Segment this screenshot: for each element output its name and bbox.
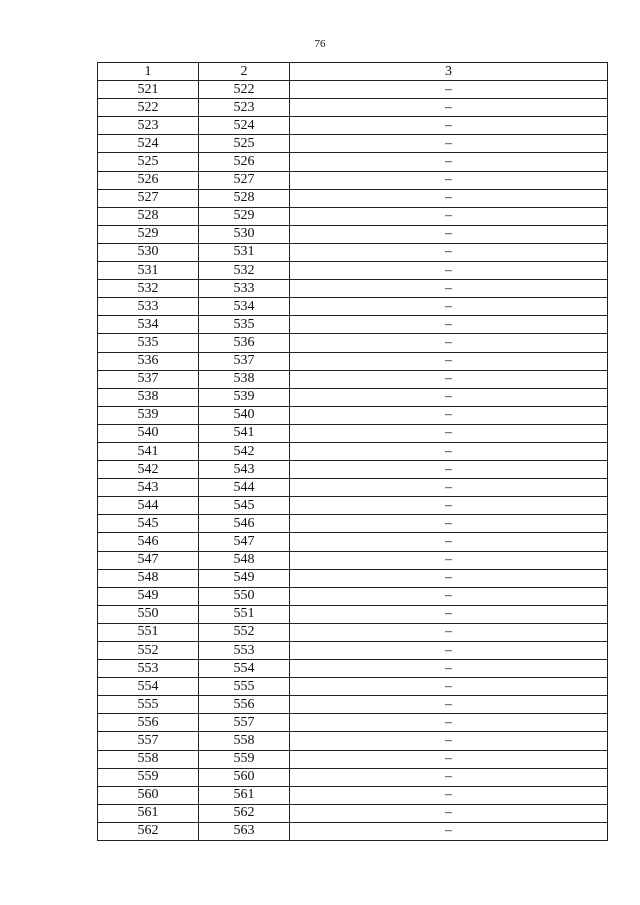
table-row — [98, 81, 608, 99]
table-row — [98, 424, 608, 442]
table-row — [98, 822, 608, 840]
table-cell-col-1: 531 — [98, 262, 199, 280]
table-cell-col-2: 547 — [199, 533, 290, 551]
table-cell-col-2: 534 — [199, 298, 290, 316]
table-cell-col-3: – — [290, 642, 608, 660]
table-row — [98, 732, 608, 750]
table-cell-col-2: 545 — [199, 497, 290, 515]
table-row — [98, 768, 608, 786]
table-cell-col-3: – — [290, 352, 608, 370]
table-row — [98, 153, 608, 171]
table-cell-col-1: 548 — [98, 569, 199, 587]
table-cell-col-2: 560 — [199, 768, 290, 786]
table-cell-col-2: 527 — [199, 171, 290, 189]
table-cell-col-1: 553 — [98, 660, 199, 678]
table-cell-col-1: 536 — [98, 352, 199, 370]
table-cell-col-2: 563 — [199, 822, 290, 840]
table-cell-col-2: 554 — [199, 660, 290, 678]
table-cell-col-3: – — [290, 479, 608, 497]
table-cell-col-1: 526 — [98, 171, 199, 189]
table-cell-col-1: 525 — [98, 153, 199, 171]
table-cell-col-3: – — [290, 569, 608, 587]
table-row — [98, 623, 608, 641]
table-cell-col-2: 532 — [199, 262, 290, 280]
column-header-1: 1 — [98, 63, 199, 81]
table-cell-col-3: – — [290, 442, 608, 460]
table-cell-col-1: 545 — [98, 515, 199, 533]
table-cell-col-2: 556 — [199, 696, 290, 714]
table-cell-col-3: – — [290, 388, 608, 406]
table-cell-col-3: – — [290, 786, 608, 804]
table-row — [98, 171, 608, 189]
table-row — [98, 117, 608, 135]
table-cell-col-1: 532 — [98, 280, 199, 298]
table-cell-col-3: – — [290, 207, 608, 225]
table-cell-col-3: – — [290, 732, 608, 750]
table-cell-col-1: 557 — [98, 732, 199, 750]
table-cell-col-1: 521 — [98, 81, 199, 99]
table-cell-col-2: 561 — [199, 786, 290, 804]
table-cell-col-1: 523 — [98, 117, 199, 135]
table-row — [98, 370, 608, 388]
table-cell-col-3: – — [290, 605, 608, 623]
column-header-2: 2 — [199, 63, 290, 81]
table-cell-col-2: 550 — [199, 587, 290, 605]
table-row — [98, 696, 608, 714]
table-cell-col-1: 551 — [98, 623, 199, 641]
table-cell-col-2: 540 — [199, 406, 290, 424]
table-row — [98, 334, 608, 352]
table-row — [98, 497, 608, 515]
table-cell-col-1: 541 — [98, 442, 199, 460]
table-row — [98, 280, 608, 298]
table-row — [98, 660, 608, 678]
table-cell-col-1: 527 — [98, 189, 199, 207]
table-cell-col-3: – — [290, 189, 608, 207]
table-cell-col-3: – — [290, 461, 608, 479]
table-header — [98, 63, 608, 81]
table-cell-col-1: 540 — [98, 424, 199, 442]
table-cell-col-3: – — [290, 533, 608, 551]
table-cell-col-3: – — [290, 678, 608, 696]
table-cell-col-3: – — [290, 551, 608, 569]
page-number: 76 — [314, 38, 326, 50]
table-cell-col-2: 538 — [199, 370, 290, 388]
table-cell-col-2: 523 — [199, 99, 290, 117]
table-cell-col-2: 529 — [199, 207, 290, 225]
table-row — [98, 750, 608, 768]
table-cell-col-1: 535 — [98, 334, 199, 352]
table-row — [98, 262, 608, 280]
table-cell-col-2: 548 — [199, 551, 290, 569]
table-row — [98, 587, 608, 605]
table-cell-col-1: 534 — [98, 316, 199, 334]
table-row — [98, 298, 608, 316]
table-cell-col-2: 524 — [199, 117, 290, 135]
table-cell-col-2: 541 — [199, 424, 290, 442]
table-cell-col-3: – — [290, 171, 608, 189]
table-cell-col-1: 529 — [98, 225, 199, 243]
table-cell-col-1: 561 — [98, 804, 199, 822]
table-cell-col-3: – — [290, 623, 608, 641]
table-cell-col-1: 546 — [98, 533, 199, 551]
table-row — [98, 189, 608, 207]
table-row — [98, 207, 608, 225]
table-cell-col-1: 537 — [98, 370, 199, 388]
table-cell-col-3: – — [290, 497, 608, 515]
table-cell-col-1: 562 — [98, 822, 199, 840]
table-row — [98, 786, 608, 804]
table-cell-col-1: 542 — [98, 461, 199, 479]
table-row — [98, 515, 608, 533]
table-cell-col-2: 551 — [199, 605, 290, 623]
column-header-3: 3 — [290, 63, 608, 81]
table-row — [98, 135, 608, 153]
table-cell-col-2: 533 — [199, 280, 290, 298]
table-cell-col-2: 535 — [199, 316, 290, 334]
table-cell-col-3: – — [290, 714, 608, 732]
table-cell-col-1: 543 — [98, 479, 199, 497]
table-cell-col-2: 549 — [199, 569, 290, 587]
table-cell-col-1: 533 — [98, 298, 199, 316]
table-cell-col-3: – — [290, 153, 608, 171]
table-cell-col-2: 528 — [199, 189, 290, 207]
table-cell-col-1: 558 — [98, 750, 199, 768]
table-cell-col-2: 526 — [199, 153, 290, 171]
table-cell-col-1: 559 — [98, 768, 199, 786]
table-cell-col-2: 531 — [199, 243, 290, 261]
table-cell-col-3: – — [290, 370, 608, 388]
table-body — [98, 81, 608, 841]
table-row — [98, 714, 608, 732]
table-cell-col-2: 522 — [199, 81, 290, 99]
table-cell-col-2: 555 — [199, 678, 290, 696]
table-cell-col-3: – — [290, 334, 608, 352]
table-cell-col-3: – — [290, 515, 608, 533]
table-cell-col-1: 552 — [98, 642, 199, 660]
table-cell-col-2: 537 — [199, 352, 290, 370]
table-cell-col-2: 536 — [199, 334, 290, 352]
table-cell-col-2: 544 — [199, 479, 290, 497]
table-cell-col-3: – — [290, 298, 608, 316]
table-cell-col-2: 562 — [199, 804, 290, 822]
table-row — [98, 388, 608, 406]
table-cell-col-1: 560 — [98, 786, 199, 804]
table-cell-col-1: 524 — [98, 135, 199, 153]
table-cell-col-3: – — [290, 225, 608, 243]
table-cell-col-3: – — [290, 660, 608, 678]
table-cell-col-1: 539 — [98, 406, 199, 424]
table-cell-col-1: 550 — [98, 605, 199, 623]
table-cell-col-3: – — [290, 99, 608, 117]
table-row — [98, 569, 608, 587]
table-cell-col-1: 528 — [98, 207, 199, 225]
table-cell-col-3: – — [290, 696, 608, 714]
table-row — [98, 461, 608, 479]
table-cell-col-2: 553 — [199, 642, 290, 660]
table-cell-col-3: – — [290, 316, 608, 334]
table-cell-col-3: – — [290, 768, 608, 786]
table-cell-col-2: 546 — [199, 515, 290, 533]
table-cell-col-1: 556 — [98, 714, 199, 732]
table-cell-col-1: 522 — [98, 99, 199, 117]
table-cell-col-1: 544 — [98, 497, 199, 515]
table-cell-col-1: 555 — [98, 696, 199, 714]
table-row — [98, 352, 608, 370]
table-cell-col-3: – — [290, 135, 608, 153]
table-cell-col-3: – — [290, 280, 608, 298]
table-cell-col-2: 525 — [199, 135, 290, 153]
table-cell-col-1: 530 — [98, 243, 199, 261]
table-cell-col-2: 558 — [199, 732, 290, 750]
table-cell-col-3: – — [290, 262, 608, 280]
table-row — [98, 316, 608, 334]
table-cell-col-2: 557 — [199, 714, 290, 732]
table-cell-col-3: – — [290, 117, 608, 135]
table-row — [98, 442, 608, 460]
table-cell-col-3: – — [290, 822, 608, 840]
table-cell-col-2: 543 — [199, 461, 290, 479]
table-cell-col-3: – — [290, 406, 608, 424]
table-cell-col-2: 542 — [199, 442, 290, 460]
table-row — [98, 99, 608, 117]
data-table — [97, 62, 608, 841]
table-row — [98, 678, 608, 696]
table-row — [98, 243, 608, 261]
table-cell-col-2: 530 — [199, 225, 290, 243]
table-cell-col-3: – — [290, 587, 608, 605]
table-cell-col-1: 549 — [98, 587, 199, 605]
table-cell-col-1: 554 — [98, 678, 199, 696]
table-cell-col-2: 552 — [199, 623, 290, 641]
table-cell-col-3: – — [290, 750, 608, 768]
table-row — [98, 406, 608, 424]
header-row — [98, 63, 608, 81]
table-row — [98, 804, 608, 822]
table-cell-col-3: – — [290, 81, 608, 99]
table-cell-col-1: 538 — [98, 388, 199, 406]
table-cell-col-3: – — [290, 243, 608, 261]
table-cell-col-3: – — [290, 804, 608, 822]
table-cell-col-1: 547 — [98, 551, 199, 569]
table-row — [98, 533, 608, 551]
table-row — [98, 605, 608, 623]
table-cell-col-3: – — [290, 424, 608, 442]
table-cell-col-2: 539 — [199, 388, 290, 406]
table-row — [98, 479, 608, 497]
table-row — [98, 642, 608, 660]
table-cell-col-2: 559 — [199, 750, 290, 768]
table-row — [98, 551, 608, 569]
table-row — [98, 225, 608, 243]
